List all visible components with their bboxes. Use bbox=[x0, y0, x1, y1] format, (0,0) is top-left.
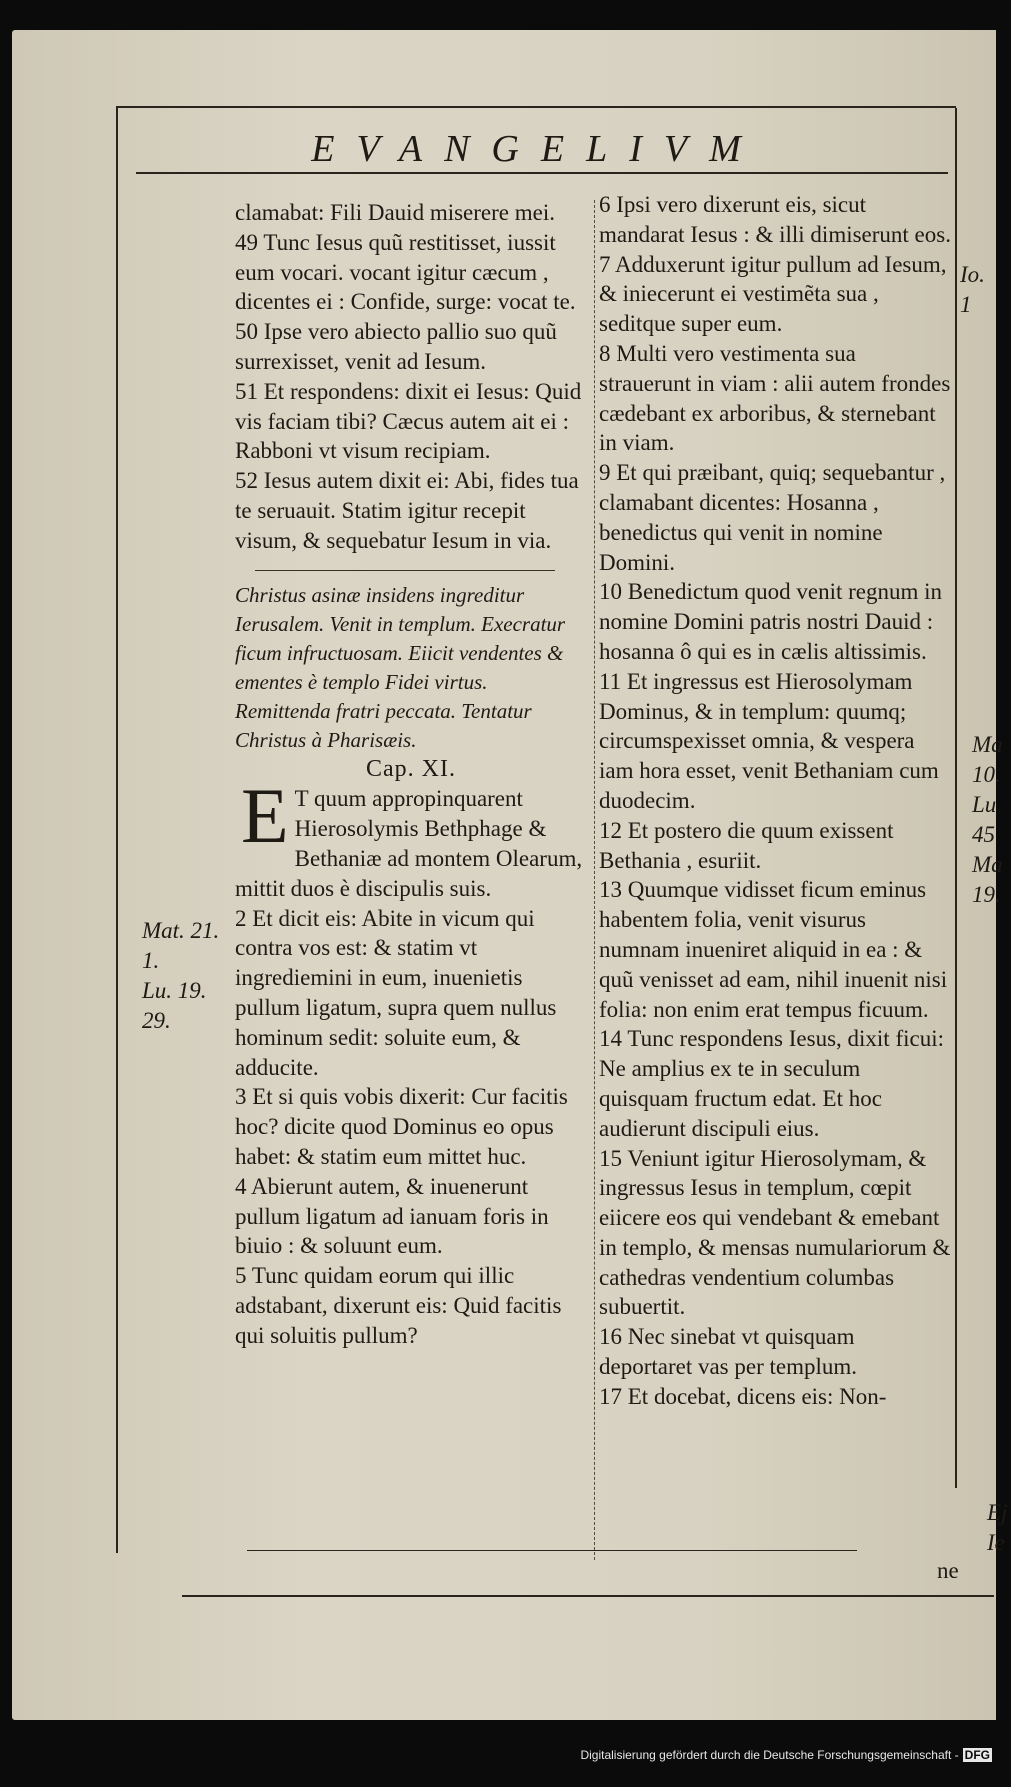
verse: 50 Ipse vero abiecto pallio suo quũ surrexisset, venit ad Iesum. bbox=[235, 319, 557, 374]
drop-cap: E bbox=[241, 772, 289, 860]
running-head: EVANGELIVM bbox=[311, 128, 763, 170]
digitization-credit bbox=[0, 1748, 992, 1762]
margin-ref: 10. bbox=[972, 762, 1001, 787]
margin-ref: Ma bbox=[972, 852, 1003, 877]
margin-ref: 29. bbox=[142, 1008, 171, 1033]
catchword: ne bbox=[937, 1558, 959, 1583]
frame-left-rule bbox=[116, 108, 118, 1553]
verse: 9 Et qui præibant, quiq; sequebantur , clamabant dicentes: Hosanna , benedictus qui venit in nomine Domini. bbox=[599, 460, 946, 575]
verse: 6 Ipsi vero dixerunt eis, sicut mandarat Iesus : & illi dimiserunt eos. bbox=[599, 192, 951, 247]
verse: 12 Et postero die quum exissent Bethania , esuriit. bbox=[599, 817, 894, 873]
text-bottom-rule bbox=[247, 1550, 857, 1551]
column-separator bbox=[594, 200, 595, 1560]
margin-ref: Ie bbox=[987, 1530, 1005, 1555]
verse: 51 Et respondens: dixit ei Iesus: Quid vis faciam tibi? Cæcus autem ait ei : Rabboni vt visum recipiam. bbox=[235, 378, 582, 464]
margin-note-right-top: Io. 1 bbox=[960, 262, 985, 317]
verse: 14 Tunc respondens Iesus, dixit ficui: Ne amplius ex te in seculum quisquam fructum edat. Et hoc audierunt discipuli eius. bbox=[599, 1026, 944, 1141]
verse: 5 Tunc quidam eorum qui illic adstabant, dixerunt eis: Quid facitis qui soluitis pullum? bbox=[235, 1263, 562, 1348]
verse: 10 Benedictum quod venit regnum in nomine Domini patris nostri Dauid : hosanna ô qui es in cælis altissimis. bbox=[599, 579, 943, 664]
section-divider bbox=[255, 570, 555, 571]
verse: 3 Et si quis vobis dixerit: Cur facitis hoc? dicite quod Dominus eo opus habet: & statim eum mittet huc. bbox=[235, 1084, 568, 1169]
dfg-logo: DFG bbox=[964, 1748, 990, 1762]
margin-ref: Mat. 21. bbox=[142, 918, 220, 943]
verse: 16 Nec sinebat vt quisquam deportaret vas per templum. bbox=[599, 1324, 858, 1380]
verse: clamabat: Fili Dauid miserere mei. bbox=[235, 200, 555, 225]
chapter-opening-text: T quum appropinquarent Hierosolymis Bethphage & Bethaniæ ad montem Olearum, mittit duos è discipulis suis. bbox=[235, 786, 583, 901]
verse: 8 Multi vero vestimenta sua strauerunt in viam : alii autem frondes cædebant ex arboribus, & sternebant in viam. bbox=[599, 340, 951, 456]
margin-ref: 1. bbox=[142, 948, 160, 973]
verse: 4 Abierunt autem, & inuenerunt pullum ligatum ad ianuam foris in biuio : & soluunt eum. bbox=[235, 1173, 549, 1259]
header-underline-rule bbox=[136, 172, 948, 174]
verse: 13 Quumque vidisset ficum eminus habentem folia, venit visurus numnam inueniret aliquid in ea : & quũ venisset ad eam, nihil inuenit nisi folia: non enim erat tempus ficuum. bbox=[599, 877, 948, 1022]
verse: 7 Adduxerunt igitur pullum ad Iesum, & iniecerunt ei vestimẽta sua , seditque super eum. bbox=[599, 251, 947, 337]
verse: 11 Et ingressus est Hierosolymam Dominus, & in templum: quumq; circumspexisset omnia, & vespera iam hora esset, venit Bethaniam cum duodecim. bbox=[599, 668, 939, 813]
verse: 52 Iesus autem dixit ei: Abi, fides tua te seruauit. Statim igitur recepit visum, & sequebatur Iesum in via. bbox=[235, 468, 579, 553]
chapter-summary: Christus asinæ insidens ingreditur Ierusalem. Venit in templum. Execratur ficum infructuosam. Eiicit vendentes & ementes è templo Fidei virtus. Remittenda fratri peccata. Tentatur Christus à Pharisæis. bbox=[235, 582, 566, 752]
chapter-heading: Cap. XI. bbox=[366, 755, 456, 782]
margin-note-right-mid bbox=[972, 730, 1008, 910]
frame-top-rule bbox=[116, 106, 956, 108]
margin-note-right-bottom bbox=[987, 1498, 1011, 1558]
frame-right-rule bbox=[955, 108, 957, 1488]
book-page bbox=[12, 30, 1008, 1720]
left-column bbox=[235, 198, 587, 1351]
frame-bottom-rule bbox=[182, 1595, 994, 1597]
margin-ref: Ej bbox=[987, 1500, 1008, 1525]
margin-ref: 45 bbox=[972, 822, 995, 847]
margin-ref: Lu bbox=[972, 792, 997, 817]
verse: 17 Et docebat, dicens eis: Non- bbox=[599, 1383, 887, 1409]
margin-ref: Ma bbox=[972, 732, 1003, 757]
chapter-opening bbox=[235, 772, 587, 903]
verse: 15 Veniunt igitur Hierosolymam, & ingressus Iesus in templum, cœpit eiicere eos qui vendebant & emebant in templo, & mensas numulariorum & cathedras vendentium columbas subuertit. bbox=[599, 1145, 951, 1320]
verse: 2 Et dicit eis: Abite in vicum qui contra vos est: & statim vt ingrediemini in eum, inuenietis pullum ligatum, supra quem nullus hominum sedit: soluite eum, & adducite. bbox=[235, 905, 557, 1080]
margin-ref: Lu. 19. bbox=[142, 978, 207, 1003]
margin-note-left bbox=[142, 916, 222, 1036]
verse: 49 Tunc Iesus quũ restitisset, iussit eum vocari. vocant igitur cæcum , dicentes ei : Confide, surge: vocat te. bbox=[235, 229, 576, 315]
margin-ref: 19. bbox=[972, 882, 1001, 907]
right-column bbox=[599, 190, 952, 1412]
credit-text: Digitalisierung gefördert durch die Deutsche Forschungsgemeinschaft - bbox=[580, 1748, 959, 1762]
